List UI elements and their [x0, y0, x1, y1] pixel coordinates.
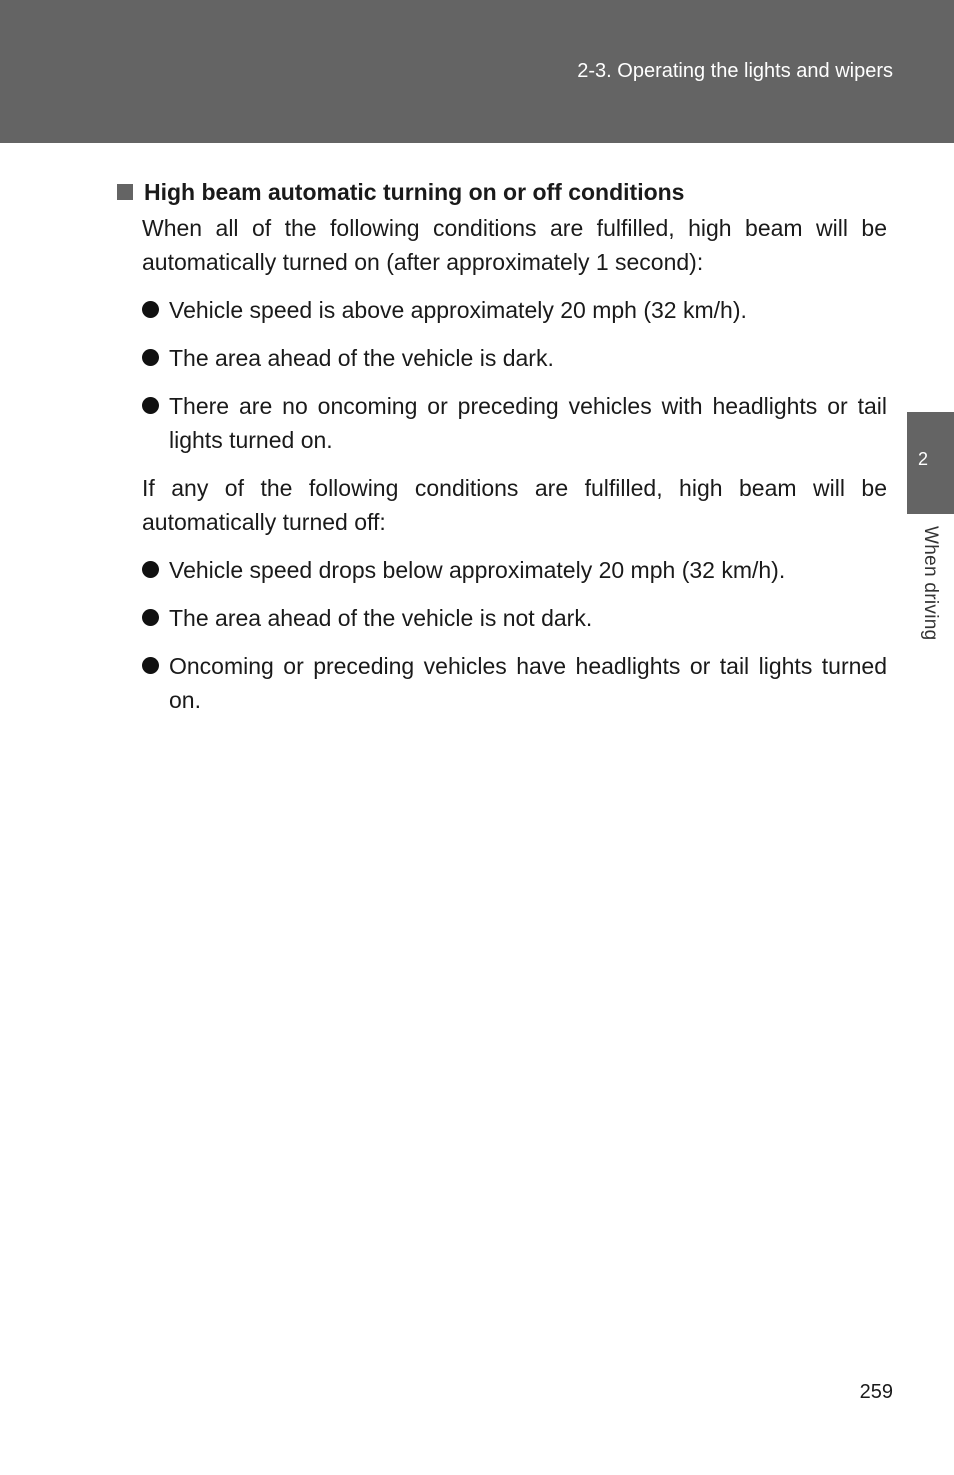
list-item [142, 341, 887, 375]
list-item-text: Vehicle speed drops below approximately 20 mph (32 km/h). [169, 557, 786, 583]
list-item [142, 553, 887, 587]
section-heading-text: High beam automatic turning on or off conditions [144, 179, 685, 205]
chapter-label: When driving [920, 526, 941, 641]
section-heading [115, 175, 887, 209]
round-bullet-icon [142, 657, 159, 674]
main-content [115, 175, 887, 717]
list-item-text: The area ahead of the vehicle is dark. [169, 345, 554, 371]
list-item-text: Oncoming or preceding vehicles have headlights or tail lights turned on. [169, 653, 887, 713]
list-item [142, 389, 887, 457]
list-item [142, 649, 887, 717]
chapter-number: 2 [917, 449, 928, 469]
list-item-text: The area ahead of the vehicle is not dark. [169, 605, 593, 631]
header-band [0, 0, 954, 143]
page-number: 259 [859, 1381, 893, 1403]
section-title: 2-3. Operating the lights and wipers [577, 60, 893, 82]
round-bullet-icon [142, 397, 159, 414]
intro-off-paragraph: If any of the following conditions are fulfilled, high beam will be automatically turned off: [142, 475, 887, 535]
round-bullet-icon [142, 301, 159, 318]
round-bullet-icon [142, 561, 159, 578]
list-item [142, 293, 887, 327]
list-item [142, 601, 887, 635]
round-bullet-icon [142, 349, 159, 366]
intro-on-paragraph: When all of the following conditions are fulfilled, high beam will be automatically turned on (after approximately 1 second): [142, 215, 887, 275]
list-item-text: There are no oncoming or preceding vehicles with headlights or tail lights turned on. [169, 393, 887, 453]
chapter-tab [907, 412, 954, 514]
square-bullet-icon [117, 184, 133, 200]
list-item-text: Vehicle speed is above approximately 20 mph (32 km/h). [169, 297, 747, 323]
round-bullet-icon [142, 609, 159, 626]
